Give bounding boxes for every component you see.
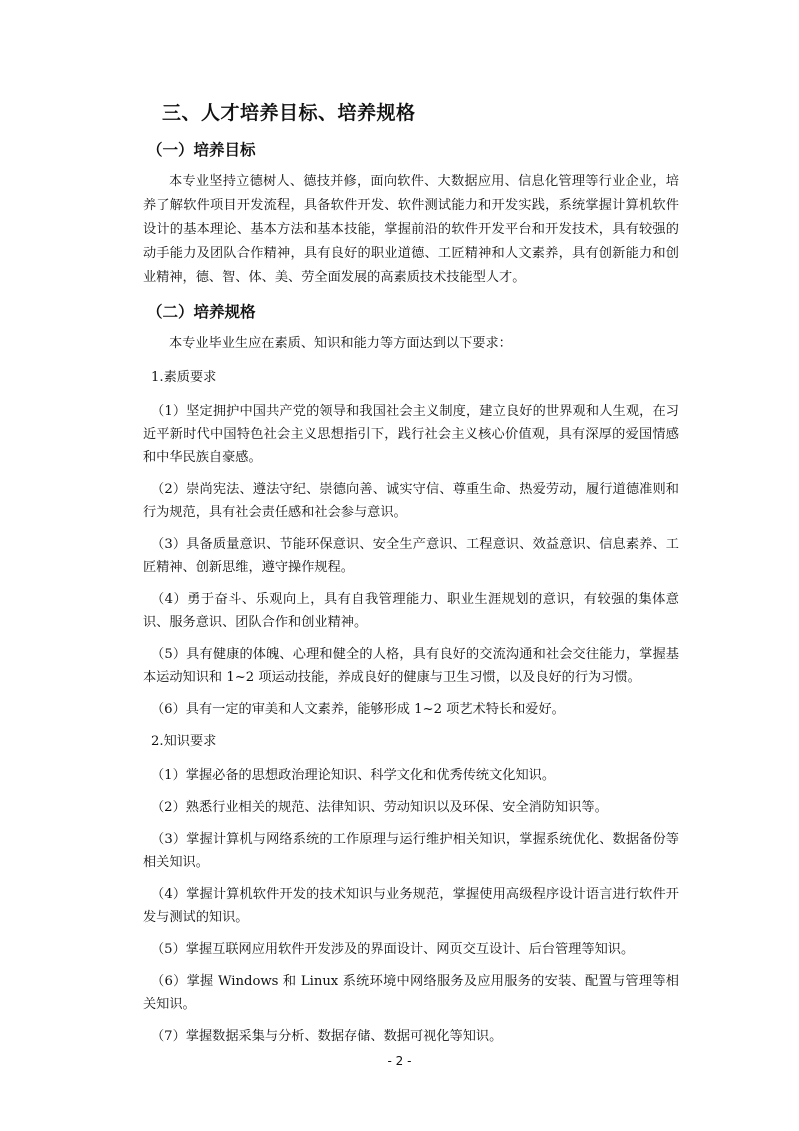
quality-item: （4）勇于奋斗、乐观向上，具有自我管理能力、职业生涯规划的意识，有较强的集体意识、服务意识、团队合作和创业精神。 [143,592,679,630]
knowledge-item: （4）掌握计算机软件开发的技术知识与业务规范，掌握使用高级程序设计语言进行软件开发与测试的知识。 [143,887,679,925]
knowledge-item: （5）掌握互联网应用软件开发涉及的界面设计、网页交互设计、后台管理等知识。 [151,942,635,957]
quality-item: （2）崇尚宪法、遵法守纪、崇德向善、诚实守信、尊重生命、热爱劳动，履行道德准则和行为规范，具有社会责任感和社会参与意识。 [143,482,679,520]
page-number: - 2 - [387,1054,412,1068]
knowledge-item: （3）掌握计算机与网络系统的工作原理与运行维护相关知识，掌握系统优化、数据备份等相关知识。 [143,832,679,870]
page-content [143,100,679,1057]
quality-item: （6）具有一定的审美和人文素养，能够形成 1~2 项艺术特长和爱好。 [151,702,565,717]
quality-item: （1）坚定拥护中国共产党的领导和我国社会主义制度，建立良好的世界观和人生观，在习近平新时代中国特色社会主义思想指引下，践行社会主义核心价值观，具有深厚的爱国情感和中华民族自豪感。 [143,404,679,465]
spec-heading: （二）培养规格 [147,303,256,321]
knowledge-item: （7）掌握数据采集与分析、数据存储、数据可视化等知识。 [151,1029,503,1044]
knowledge-title: 2.知识要求 [151,734,217,749]
section-title: 三、人才培养目标、培养规格 [162,102,416,124]
quality-item: （5）具有健康的体魄、心理和健全的人格，具有良好的交流沟通和社会交往能力，掌握基本运动知识和 1~2 项运动技能，养成良好的健康与卫生习惯，以及良好的行为习惯。 [143,647,679,685]
knowledge-item: （1）掌握必备的思想政治理论知识、科学文化和优秀传统文化知识。 [151,768,556,783]
knowledge-item: （2）熟悉行业相关的规范、法律知识、劳动知识以及环保、安全消防知识等。 [151,800,608,815]
spec-intro: 本专业毕业生应在素质、知识和能力等方面达到以下要求： [169,336,512,351]
knowledge-item: （6）掌握 Windows 和 Linux 系统环境中网络服务及应用服务的安装、配置与管理等相关知识。 [143,974,679,1012]
quality-title: 1.素质要求 [151,370,217,385]
goal-heading: （一）培养目标 [147,141,256,159]
quality-item: （3）具备质量意识、节能环保意识、安全生产意识、工程意识、效益意识、信息素养、工匠精神、创新思维，遵守操作规程。 [143,537,679,575]
goal-paragraph: 本专业坚持立德树人、德技并修，面向软件、大数据应用、信息化管理等行业企业，培养了解软件项目开发流程，具备软件开发、软件测试能力和开发实践，系统掌握计算机软件设计的基本理论、基本方法和基本技能，掌握前沿的软件开发平台和开发技术，具有较强的动手能力及团队合作精神，具有良好的职业道德、工匠精神和人文素养，具有创新能力和创业精神，德、智、体、美、劳全面发展的高素质技术技能型人才。 [143,174,679,285]
